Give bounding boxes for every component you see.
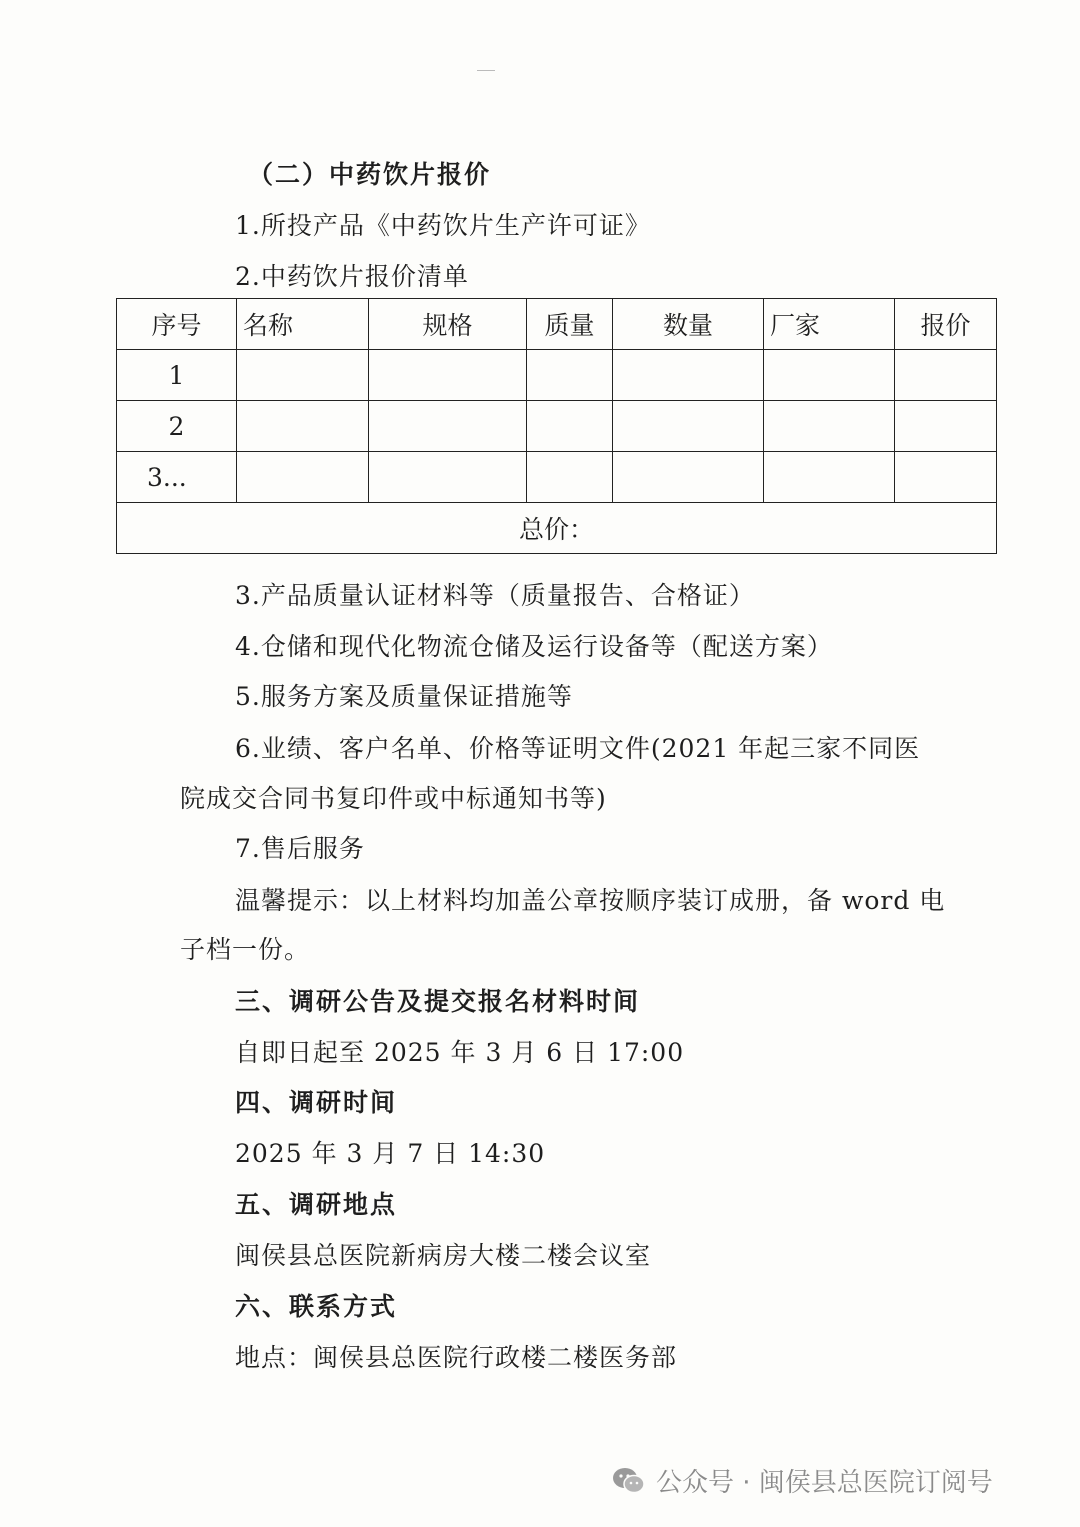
wechat-icon <box>612 1466 646 1496</box>
table-total-row <box>117 503 997 554</box>
empty-cell <box>527 401 613 452</box>
section-4-heading: 四、调研时间 <box>235 1088 398 1117</box>
empty-cell <box>895 401 997 452</box>
table-row <box>117 350 997 401</box>
item-1: 1.所投产品《中药饮片生产许可证》 <box>235 211 651 240</box>
section-3-heading: 三、调研公告及提交报名材料时间 <box>235 987 641 1016</box>
item-3: 3.产品质量认证材料等（质量报告、合格证） <box>235 581 755 610</box>
section-3-text: 自即日起至 2025 年 3 月 6 日 17:00 <box>235 1038 685 1067</box>
header-cell-quantity: 数量 <box>613 299 764 350</box>
item-7: 7.售后服务 <box>235 834 365 863</box>
item-2: 2.中药饮片报价清单 <box>235 262 469 291</box>
header-cell-manufacturer: 厂家 <box>764 299 895 350</box>
quote-table <box>116 298 997 554</box>
item-6-line-2: 院成交合同书复印件或中标通知书等) <box>180 784 607 813</box>
empty-cell <box>613 401 764 452</box>
empty-cell <box>613 452 764 503</box>
section-4-text: 2025 年 3 月 7 日 14:30 <box>235 1139 546 1168</box>
item-6-line-1: 6.业绩、客户名单、价格等证明文件(2021 年起三家不同医 <box>235 734 921 763</box>
scan-mark <box>477 70 495 71</box>
empty-cell <box>613 350 764 401</box>
empty-cell <box>369 452 527 503</box>
empty-cell <box>764 452 895 503</box>
row-index-cell: 3... <box>117 452 237 503</box>
empty-cell <box>369 350 527 401</box>
watermark-text: 公众号 · 闽侯县总医院订阅号 <box>656 1468 993 1498</box>
header-cell-quality: 质量 <box>527 299 613 350</box>
tip-line-2: 子档一份。 <box>180 935 311 964</box>
header-cell-price: 报价 <box>895 299 997 350</box>
empty-cell <box>237 350 369 401</box>
item-4: 4.仓储和现代化物流仓储及运行设备等（配送方案） <box>235 632 833 661</box>
section-5-text: 闽侯县总医院新病房大楼二楼会议室 <box>235 1241 652 1270</box>
header-cell-name: 名称 <box>237 299 369 350</box>
empty-cell <box>527 452 613 503</box>
tip-line-1: 温馨提示：以上材料均加盖公章按顺序装订成册，备 word 电 <box>235 886 946 915</box>
empty-cell <box>764 401 895 452</box>
header-cell-index: 序号 <box>117 299 237 350</box>
section-6-heading: 六、联系方式 <box>235 1292 398 1321</box>
table-row <box>117 452 997 503</box>
header-cell-spec: 规格 <box>369 299 527 350</box>
table-header-row <box>117 299 997 350</box>
empty-cell <box>895 452 997 503</box>
empty-cell <box>369 401 527 452</box>
row-index-cell: 2 <box>117 401 237 452</box>
empty-cell <box>895 350 997 401</box>
empty-cell <box>237 401 369 452</box>
total-price-label: 总价： <box>117 503 997 554</box>
item-5: 5.服务方案及质量保证措施等 <box>235 682 573 711</box>
section-5-heading: 五、调研地点 <box>235 1190 398 1219</box>
watermark <box>612 1462 993 1499</box>
empty-cell <box>527 350 613 401</box>
empty-cell <box>237 452 369 503</box>
empty-cell <box>764 350 895 401</box>
section-6-text: 地点：闽侯县总医院行政楼二楼医务部 <box>235 1343 678 1372</box>
table-row <box>117 401 997 452</box>
section-2-heading: （二）中药饮片报价 <box>248 160 492 189</box>
row-index-cell: 1 <box>117 350 237 401</box>
